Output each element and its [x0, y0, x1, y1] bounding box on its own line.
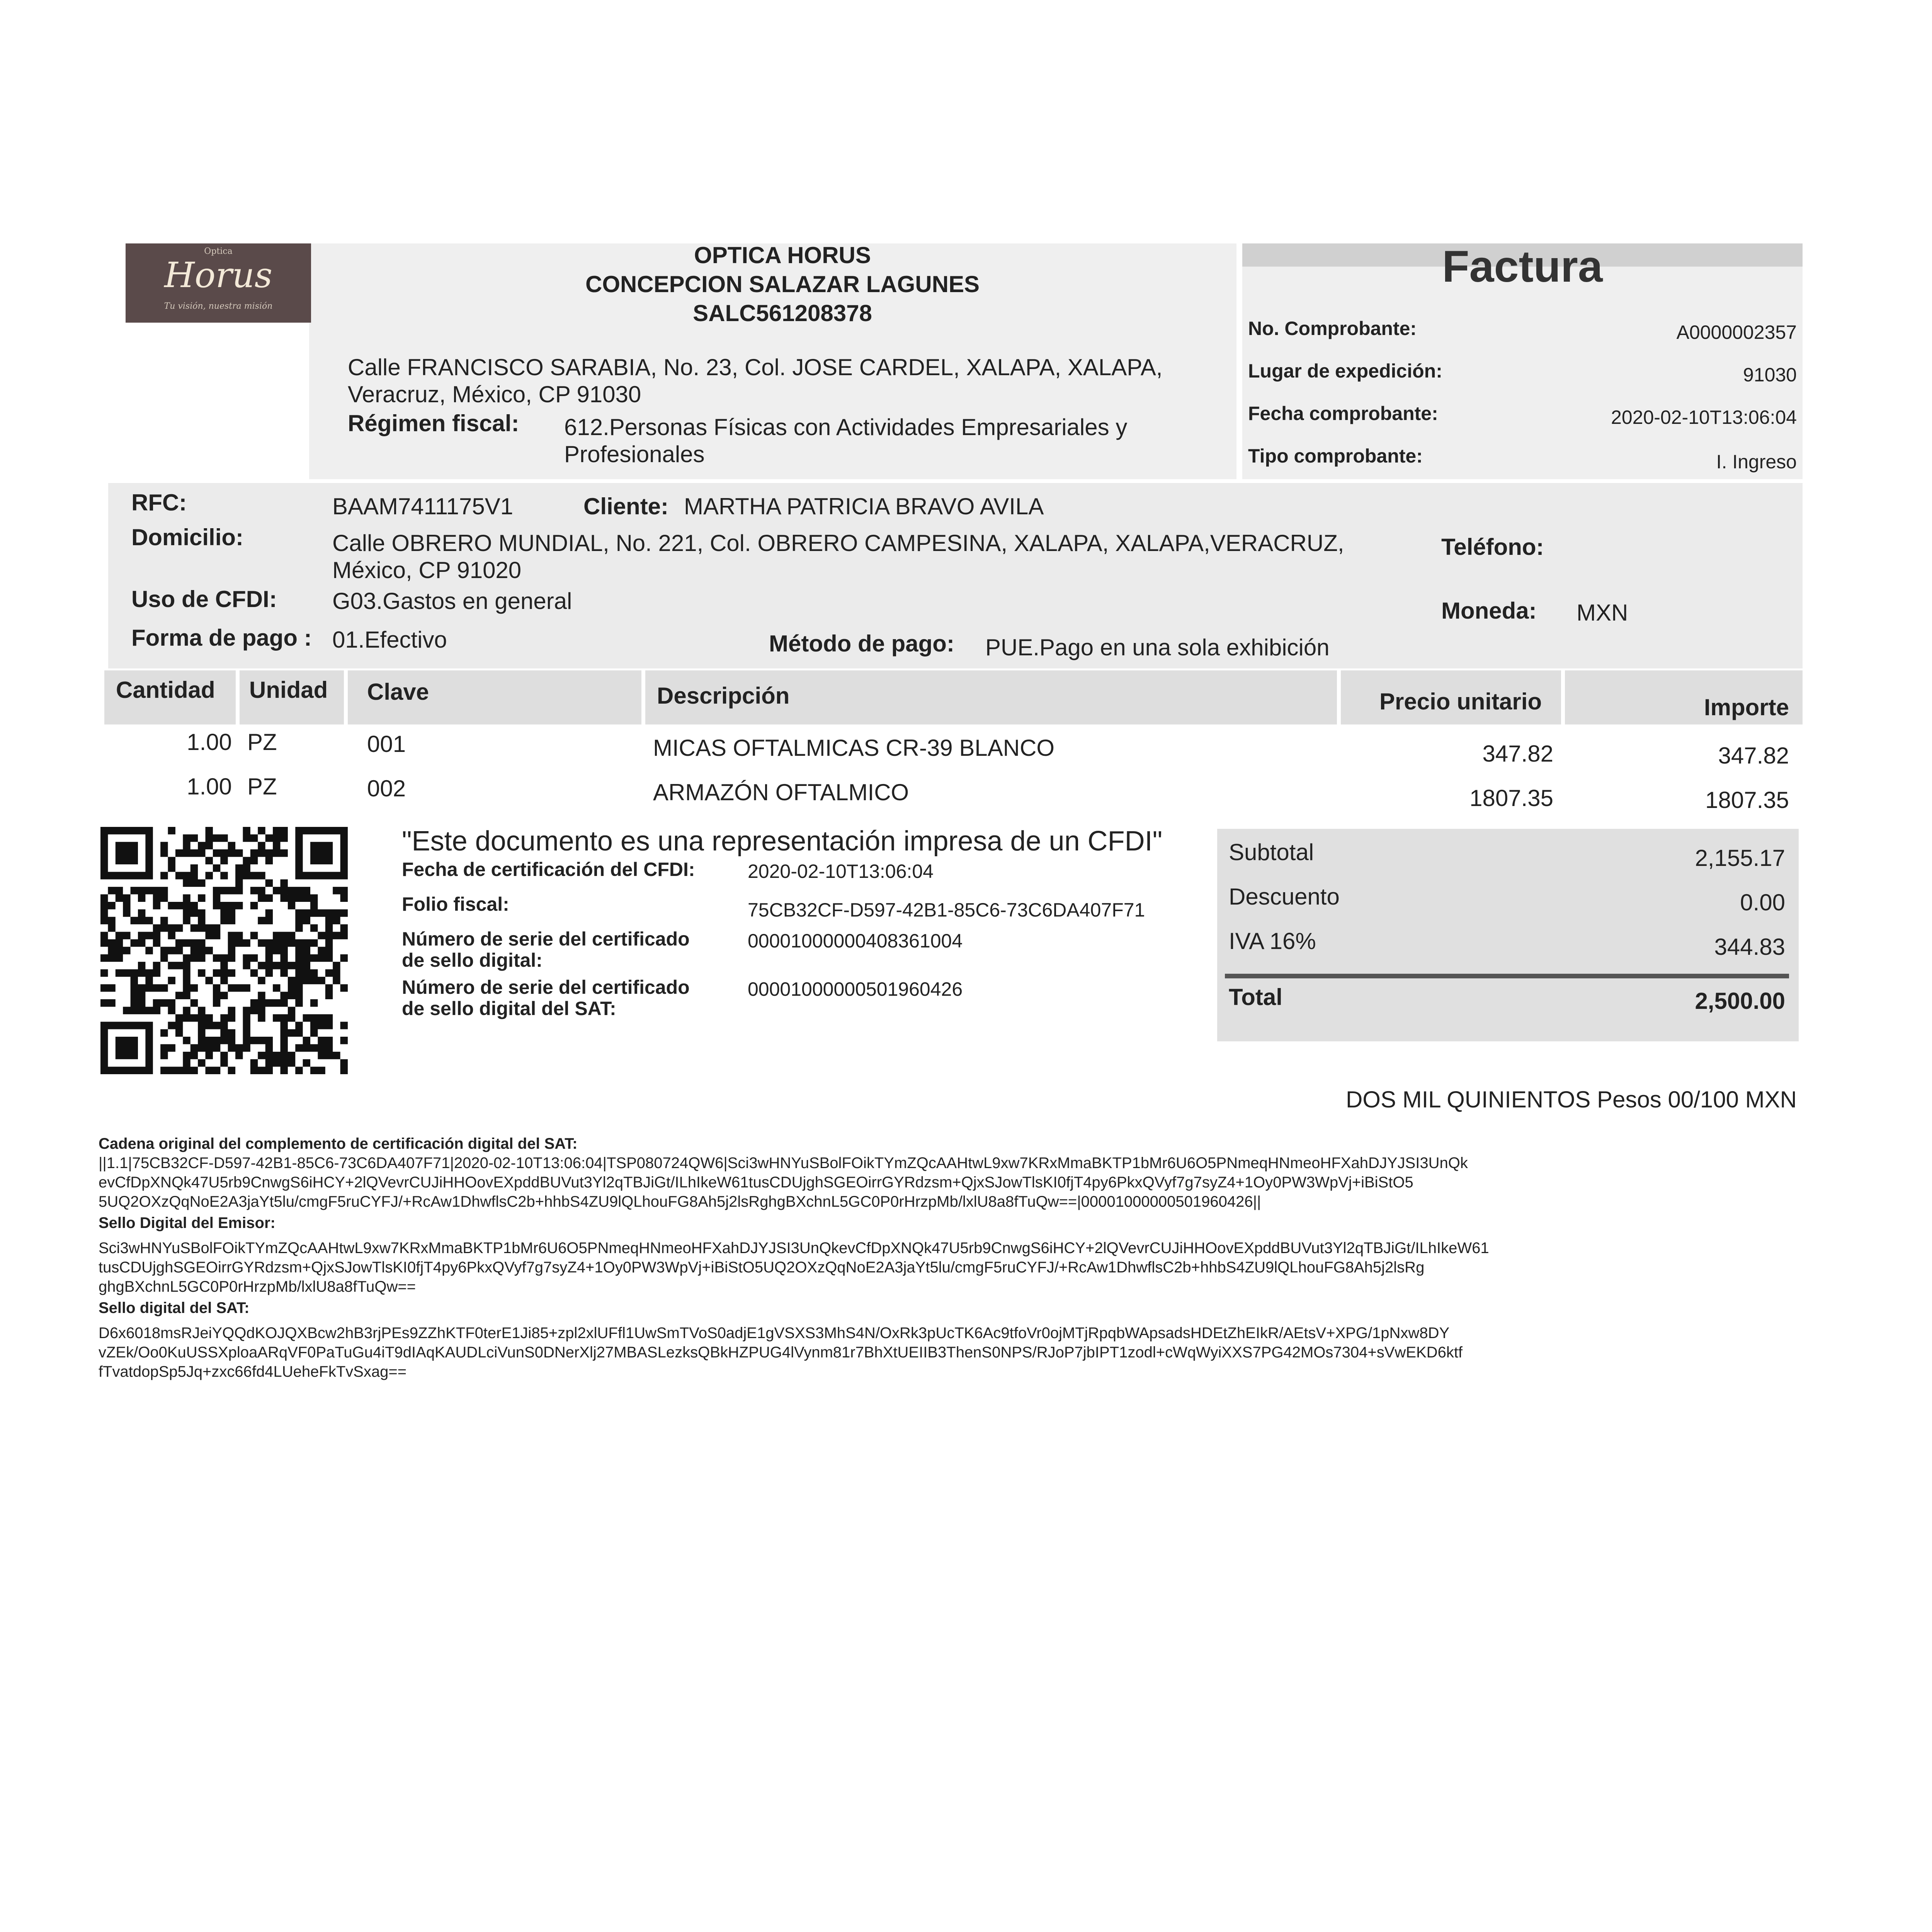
- factura-title: Factura: [1442, 242, 1603, 291]
- subtotal-label: Subtotal: [1229, 839, 1314, 865]
- row-precio: 1807.35: [1469, 785, 1553, 811]
- total-in-words: DOS MIL QUINIENTOS Pesos 00/100 MXN: [1345, 1087, 1797, 1112]
- col-clave: Clave: [367, 679, 429, 705]
- logo-tagline: Tu visión, nuestra misión: [164, 301, 273, 311]
- row-clave: 002: [367, 776, 406, 801]
- logo-mark: Horus: [164, 255, 272, 296]
- iva-label: IVA 16%: [1229, 928, 1316, 954]
- totals-divider: [1225, 974, 1789, 978]
- sello-emisor-line-2: tusCDUjghSGEOirrGYRdzsm+QjxSJowTlsKI0fjT4py6PkxQVyf7g7syZ4+1Oy0PW3WpVj+iBiStO5UQ2OXzQqNoE2A3jaYt5lu/cmgF5ruCYFJ/+RcAw1DhwflsC2b+hhbS4ZU9lQLhouFG8Ah5j2lsRg: [99, 1259, 1425, 1276]
- serie-certificado-sat-label-1: Número de serie del certificado: [402, 976, 690, 998]
- moneda-label: Moneda:: [1441, 598, 1537, 624]
- row-unidad: PZ: [247, 774, 277, 799]
- descuento-label: Descuento: [1229, 884, 1340, 910]
- regimen-label: Régimen fiscal:: [348, 410, 519, 436]
- cadena-line-3: 5UQ2OXzQqNoE2A3jaYt5lu/cmgF5ruCYFJ/+RcAw1DhwflsC2b+hhbS4ZU9lQLhouFG8Ah5j2lsRghgBXchnL5GC0P0rHrzpMb/lxlU8a8fTuQw==|00001000000501960426||: [99, 1193, 1261, 1210]
- tipo-comprobante-label: Tipo comprobante:: [1248, 445, 1423, 467]
- optica-horus-logo: [126, 243, 311, 323]
- fecha-comprobante-value: 2020-02-10T13:06:04: [1611, 406, 1797, 428]
- row-cantidad: 1.00: [187, 729, 232, 755]
- col-importe: Importe: [1704, 694, 1789, 720]
- sello-sat-label: Sello digital del SAT:: [99, 1299, 250, 1316]
- cadena-line-1: ||1.1|75CB32CF-D597-42B1-85C6-73C6DA407F71|2020-02-10T13:06:04|TSP080724QW6|Sci3wHNYuSBolFOikTYmZQcAAHtwL9xw7KRxMmaBKTP1bMr6U6O5PNmeqHNmeoHFXahDJYJSI3UnQk: [99, 1155, 1468, 1172]
- cadena-original-label: Cadena original del complemento de certificación digital del SAT:: [99, 1135, 578, 1152]
- logo-top-text: Optica: [204, 247, 233, 256]
- client-rfc-label: RFC:: [131, 490, 187, 515]
- row-precio: 347.82: [1482, 741, 1553, 767]
- serie-certificado-label-2: de sello digital:: [402, 949, 543, 971]
- cliente-label: Cliente:: [583, 493, 669, 519]
- row-descripcion: ARMAZÓN OFTALMICO: [653, 779, 909, 805]
- qr-code: [100, 827, 348, 1074]
- sello-sat-line-2: vZEk/Oo0KuUSSXploaARqVF0PaTuGu4iT9dIAqKAUDLciVunS0DNerXlj27MBASLezksQBkHZPUG4lVynm81r7BhXtUEIIB3ThenS0NPS/RJoP7jbIPT1zodl+cWqWyiXXS7PG42MOs7304+sVwEKD6ktf: [99, 1344, 1463, 1361]
- iva-value: 344.83: [1714, 934, 1785, 960]
- metodo-pago: PUE.Pago en una sola exhibición: [985, 634, 1330, 660]
- issuer-name: OPTICA HORUS: [694, 242, 871, 268]
- cfdi-statement: "Este documento es una representación impresa de un CFDI": [402, 826, 1163, 857]
- cadena-line-2: evCfDpXNQk47U5rb9CnwgS6iHCY+2lQVevrCUJiHHOovEXpddBUVut3Yl2qTBJiGt/ILhIkeW61tusCDUjghSGEOirrGYRdzsm+QjxSJowTlsKI0fjT4py6PkxQVyf7g7syZ4+1Oy0PW3WpVj+iBiStO5: [99, 1174, 1413, 1191]
- telefono-label: Teléfono:: [1441, 534, 1544, 560]
- cliente-name: MARTHA PATRICIA BRAVO AVILA: [684, 493, 1044, 519]
- row-importe: 1807.35: [1705, 787, 1789, 813]
- serie-certificado-sat: 00001000000501960426: [748, 978, 963, 1000]
- uso-cfdi: G03.Gastos en general: [332, 588, 572, 614]
- folio-fiscal-label: Folio fiscal:: [402, 893, 509, 915]
- regimen-line1: 612.Personas Físicas con Actividades Empresariales y: [564, 414, 1128, 440]
- client-rfc: BAAM7411175V1: [332, 493, 514, 519]
- moneda: MXN: [1577, 600, 1628, 626]
- metodo-pago-label: Método de pago:: [769, 631, 954, 656]
- issuer-owner: CONCEPCION SALAZAR LAGUNES: [585, 271, 980, 297]
- total-label: Total: [1229, 984, 1282, 1010]
- lugar-expedicion-label: Lugar de expedición:: [1248, 360, 1442, 382]
- sello-emisor-line-1: Sci3wHNYuSBolFOikTYmZQcAAHtwL9xw7KRxMmaBKTP1bMr6U6O5PNmeqHNmeoHFXahDJYJSI3UnQkevCfDpXNQk47U5rb9CnwgS6iHCY+2lQVevrCUJiHHOovEXpddBUVut3Yl2qTBJiGt/ILhIkeW61: [99, 1240, 1489, 1257]
- col-unidad: Unidad: [249, 677, 328, 703]
- issuer-rfc: SALC561208378: [693, 300, 872, 326]
- regimen-line2: Profesionales: [564, 441, 705, 467]
- subtotal-value: 2,155.17: [1695, 845, 1785, 871]
- no-comprobante-label: No. Comprobante:: [1248, 318, 1417, 339]
- col-descripcion: Descripción: [657, 683, 790, 709]
- items-table-header: [104, 670, 1803, 724]
- lugar-expedicion-value: 91030: [1743, 364, 1797, 386]
- sello-sat-line-1: D6x6018msRJeiYQQdKOJQXBcw2hB3rjPEs9ZZhKTF0terE1Ji85+zpl2xlUFfl1UwSmTVoS0adjE1gVSXS3MhS4N/OxRk3pUcTK6Ac9tfoVr0ojMTjRpqbWApsadsHDEtZhEIkR/AEtsV+XPG/1pNxw8DY: [99, 1325, 1450, 1342]
- domicilio-line1: Calle OBRERO MUNDIAL, No. 221, Col. OBRERO CAMPESINA, XALAPA, XALAPA,VERACRUZ,: [332, 530, 1344, 556]
- forma-pago-label: Forma de pago :: [131, 625, 312, 651]
- total-value: 2,500.00: [1695, 988, 1785, 1014]
- descuento-value: 0.00: [1740, 889, 1785, 915]
- sello-emisor-label: Sello Digital del Emisor:: [99, 1214, 276, 1231]
- issuer-address-line2: Veracruz, México, CP 91030: [348, 381, 641, 407]
- tipo-comprobante-value: I. Ingreso: [1716, 451, 1797, 473]
- domicilio-line2: México, CP 91020: [332, 557, 522, 583]
- no-comprobante-value: A0000002357: [1676, 321, 1797, 343]
- fecha-certificacion: 2020-02-10T13:06:04: [748, 861, 934, 882]
- folio-fiscal: 75CB32CF-D597-42B1-85C6-73C6DA407F71: [748, 899, 1145, 921]
- col-cantidad: Cantidad: [116, 677, 215, 703]
- row-descripcion: MICAS OFTALMICAS CR-39 BLANCO: [653, 735, 1055, 761]
- fecha-certificacion-label: Fecha de certificación del CFDI:: [402, 859, 695, 880]
- issuer-address-line1: Calle FRANCISCO SARABIA, No. 23, Col. JOSE CARDEL, XALAPA, XALAPA,: [348, 354, 1163, 380]
- row-clave: 001: [367, 731, 406, 757]
- domicilio-label: Domicilio:: [131, 524, 244, 550]
- col-precio-unitario: Precio unitario: [1379, 689, 1542, 714]
- serie-certificado-label-1: Número de serie del certificado: [402, 928, 690, 950]
- row-importe: 347.82: [1718, 743, 1789, 769]
- row-cantidad: 1.00: [187, 774, 232, 799]
- fecha-comprobante-label: Fecha comprobante:: [1248, 403, 1438, 424]
- forma-pago: 01.Efectivo: [332, 627, 447, 653]
- serie-certificado: 00001000000408361004: [748, 930, 963, 952]
- uso-cfdi-label: Uso de CFDI:: [131, 586, 277, 612]
- row-unidad: PZ: [247, 729, 277, 755]
- serie-certificado-sat-label-2: de sello digital del SAT:: [402, 998, 616, 1019]
- sello-sat-line-3: fTvatdopSp5Jq+zxc66fd4LUeheFkTvSxag==: [99, 1363, 407, 1380]
- sello-emisor-line-3: ghgBXchnL5GC0P0rHrzpMb/lxlU8a8fTuQw==: [99, 1278, 416, 1295]
